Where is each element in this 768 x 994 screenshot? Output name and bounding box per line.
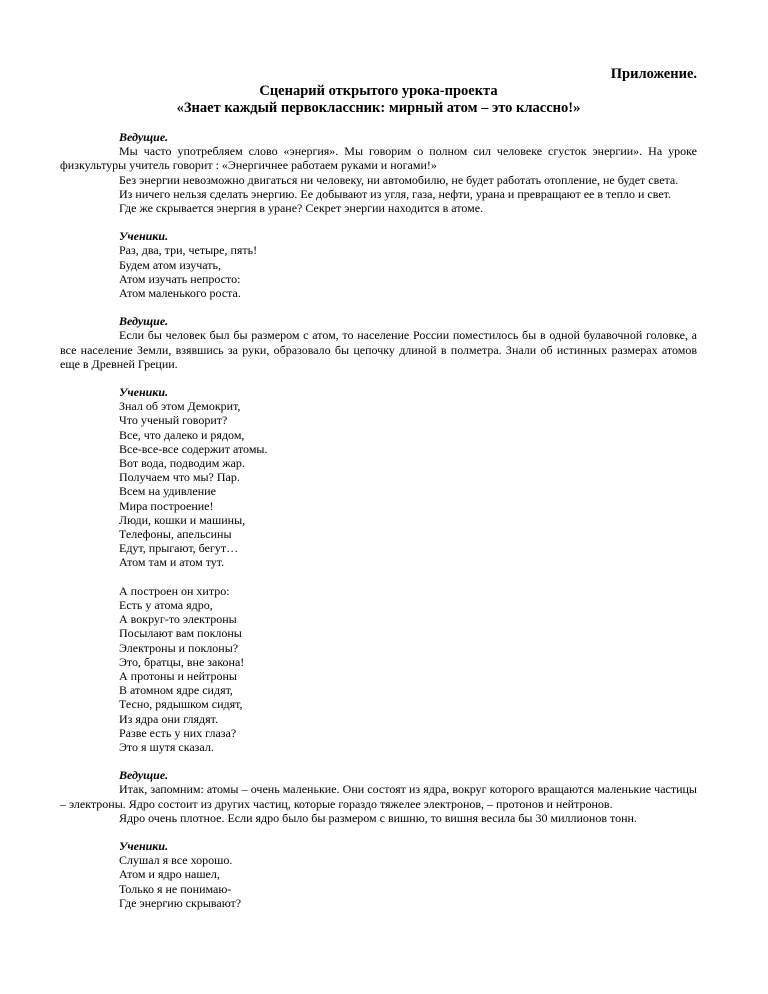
verse-block bbox=[60, 399, 697, 754]
verse-line: Атом маленького роста. bbox=[119, 286, 241, 301]
verse-line: В атомном ядре сидят, bbox=[119, 683, 233, 698]
verse-line: Все, что далеко и рядом, bbox=[119, 427, 245, 442]
verse-line: Это я шутя сказал. bbox=[119, 739, 214, 754]
verse-line: Все-все-все содержит атомы. bbox=[119, 441, 268, 456]
document-title-line-2: «Знает каждый первоклассник: мирный атом – это классно!» bbox=[176, 100, 581, 116]
speaker-label: Ученики. bbox=[119, 385, 169, 400]
verse-line: Телефоны, апельсины bbox=[119, 527, 232, 542]
verse-line: Разве есть у них глаза? bbox=[119, 725, 237, 740]
verse-line: Люди, кошки и машины, bbox=[119, 512, 246, 527]
verse-line: Есть у атома ядро, bbox=[119, 597, 213, 612]
section-hosts-1 bbox=[60, 130, 697, 215]
verse-line: Это, братцы, вне закона! bbox=[119, 654, 245, 669]
verse-line: Где энергию скрывают? bbox=[119, 895, 242, 910]
verse-line: Атом и ядро нашел, bbox=[119, 867, 220, 882]
verse-line: Электроны и поклоны? bbox=[119, 640, 239, 655]
appendix-label: Приложение. bbox=[610, 66, 697, 82]
paragraph: Мы часто употребляем слово «энергия». Мы говорим о полном сил человеке сгусток энергии». На уроке физкультуры учитель говорит : «Энергичнее работаем руками и ногами!» bbox=[60, 144, 697, 173]
section-students-2 bbox=[60, 385, 697, 754]
verse-line: Из ядра они глядят. bbox=[119, 711, 218, 726]
verse-line: Раз, два, три, четыре, пять! bbox=[119, 243, 258, 258]
document-page bbox=[60, 66, 697, 910]
verse-line: Всем на удивление bbox=[119, 484, 216, 499]
document-title-line-1: Сценарий открытого урока-проекта bbox=[259, 83, 498, 99]
section-students-3 bbox=[60, 839, 697, 910]
verse-line: Едут, прыгают, бегут… bbox=[119, 541, 239, 556]
paragraph: Из ничего нельзя сделать энергию. Ее добывают из угля, газа, нефти, урана и превращают ее в тепло и свет. bbox=[119, 186, 671, 201]
verse-line: Что ученый говорит? bbox=[119, 413, 228, 428]
verse-line: Будем атом изучать, bbox=[119, 257, 222, 272]
paragraph: Если бы человек был бы размером с атом, то население России поместилось бы в одной булавочной головке, а все население Земли, взявшись за руки, образовало бы цепочку длиной в полметра. Знали об истинных размерах атомов еще в Древней Греции. bbox=[60, 328, 697, 371]
speaker-label: Ведущие. bbox=[119, 768, 169, 783]
paragraph: Где же скрывается энергия в уране? Секрет энергии находится в атоме. bbox=[119, 201, 484, 216]
stanza-gap bbox=[119, 570, 697, 584]
section-hosts-3 bbox=[60, 768, 697, 825]
speaker-label: Ведущие. bbox=[119, 314, 169, 329]
verse-line: Атом изучать непросто: bbox=[119, 271, 241, 286]
paragraph: Без энергии невозможно двигаться ни человеку, ни автомобилю, не будет работать отопление, не будет света. bbox=[119, 172, 679, 187]
speaker-label: Ученики. bbox=[119, 229, 169, 244]
verse-line: Только я не понимаю- bbox=[119, 881, 232, 896]
verse-line: Мира построение! bbox=[119, 498, 214, 513]
speaker-label: Ученики. bbox=[119, 838, 169, 853]
verse-block bbox=[60, 243, 697, 300]
verse-block bbox=[60, 853, 697, 910]
verse-line: Посылают вам поклоны bbox=[119, 626, 242, 641]
verse-line: Получаем что мы? Пар. bbox=[119, 470, 240, 485]
verse-line: Вот вода, подводим жар. bbox=[119, 456, 245, 471]
section-students-1 bbox=[60, 229, 697, 300]
verse-line: Знал об этом Демокрит, bbox=[119, 399, 241, 414]
speaker-label: Ведущие. bbox=[119, 130, 169, 144]
paragraph: Ядро очень плотное. Если ядро было бы размером с вишню, то вишня весила бы 30 миллионов тонн. bbox=[119, 810, 637, 825]
verse-line: Тесно, рядышком сидят, bbox=[119, 697, 243, 712]
verse-line: Атом там и атом тут. bbox=[119, 555, 225, 570]
verse-line: А вокруг-то электроны bbox=[119, 612, 237, 627]
verse-line: А построен он хитро: bbox=[119, 583, 230, 598]
verse-line: А протоны и нейтроны bbox=[119, 668, 237, 683]
verse-line: Слушал я все хорошо. bbox=[119, 853, 233, 868]
section-hosts-2 bbox=[60, 314, 697, 371]
paragraph: Итак, запомним: атомы – очень маленькие. Они состоят из ядра, вокруг которого вращаются маленькие частицы – электроны. Ядро состоит из других частиц, которые гораздо тяжелее электронов, – протонов и нейтронов. bbox=[60, 782, 697, 811]
